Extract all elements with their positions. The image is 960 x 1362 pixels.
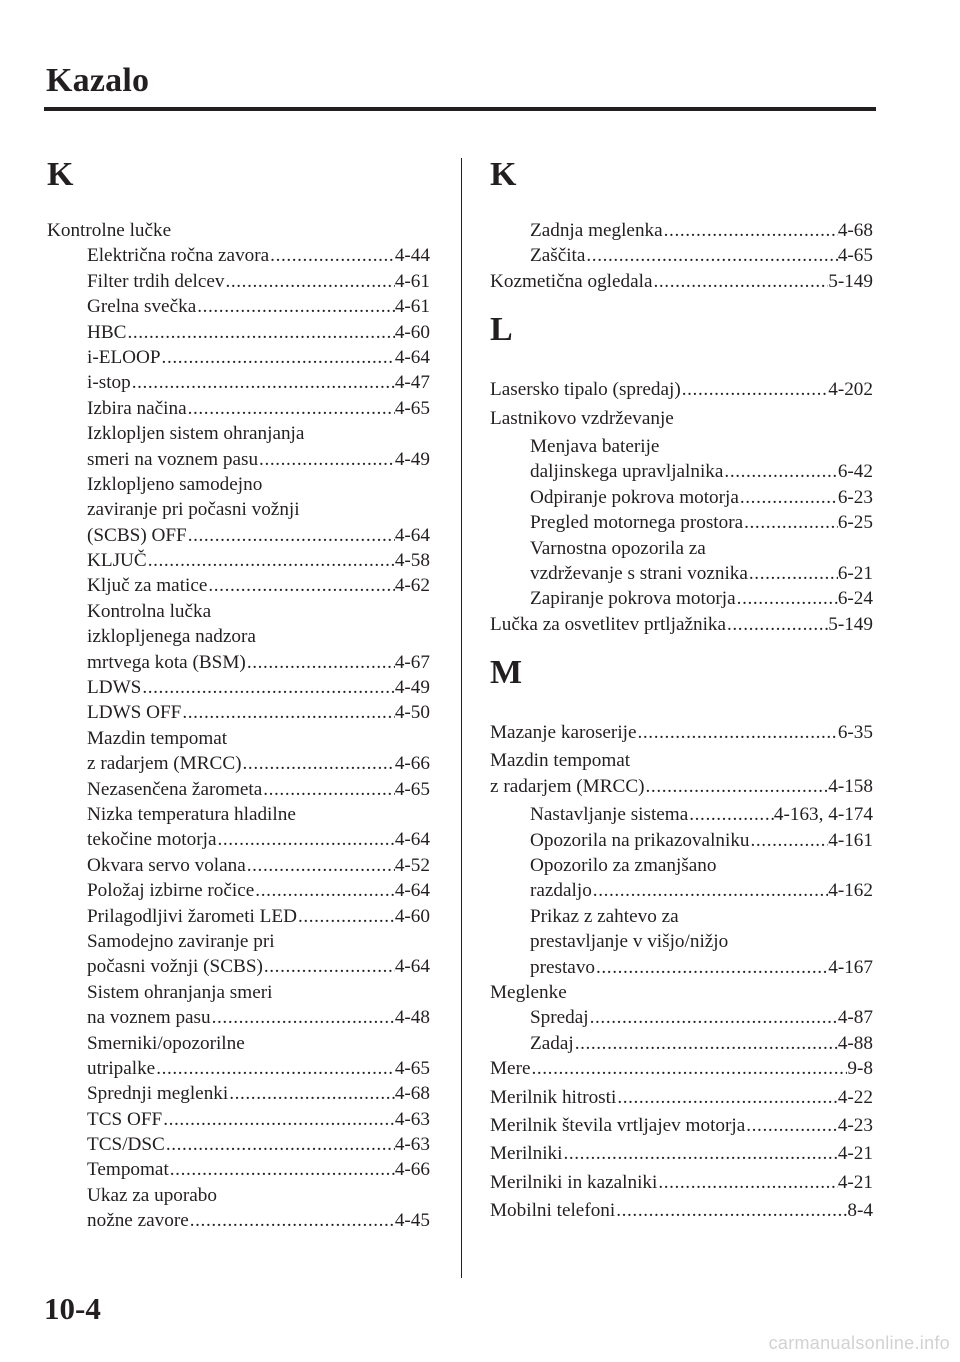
index-entry: Prikaz z zahtevo za bbox=[530, 905, 679, 927]
index-entry: Okvara servo volana ..... 4-52 bbox=[47, 853, 430, 878]
index-entry: z radarjem (MRCC) ..... 4-66 bbox=[47, 751, 430, 776]
index-entry: Zaščita ..... 4-65 bbox=[490, 243, 873, 268]
index-entry: Smerniki/opozorilne bbox=[87, 1032, 245, 1054]
index-entry: Mazanje karoserije ..... 6-35 bbox=[490, 720, 873, 745]
index-entry: Mere ..... 9-8 bbox=[490, 1056, 873, 1081]
index-entry: Nastavljanje sistema ..... 4-163, 4-174 bbox=[490, 802, 873, 827]
index-entry: Sprednji meglenki ..... 4-68 bbox=[47, 1081, 430, 1106]
index-entry: počasni vožnji (SCBS) ..... 4-64 bbox=[47, 954, 430, 979]
index-entry: Merilniki in kazalniki ..... 4-21 bbox=[490, 1170, 873, 1195]
index-entry: Zadaj ..... 4-88 bbox=[490, 1031, 873, 1056]
index-entry: Izklopljeno samodejno bbox=[87, 473, 263, 495]
index-entry: Mobilni telefoni ..... 8-4 bbox=[490, 1198, 873, 1223]
index-column-right bbox=[490, 152, 873, 1224]
index-entry: Lučka za osvetlitev prtljažnika ..... 5-149 bbox=[490, 612, 873, 637]
index-entry: Mazdin tempomat bbox=[490, 750, 631, 772]
index-entry: Kozmetična ogledala ..... 5-149 bbox=[490, 269, 873, 294]
section-letter-m: M bbox=[490, 654, 523, 692]
column-divider bbox=[461, 158, 462, 1278]
index-entry: Zapiranje pokrova motorja ..... 6-24 bbox=[490, 586, 873, 611]
index-entry: Pregled motornega prostora ..... 6-25 bbox=[490, 510, 873, 535]
index-entry: Lasersko tipalo (spredaj) ..... 4-202 bbox=[490, 377, 873, 402]
index-entry: Menjava baterije bbox=[530, 435, 660, 457]
index-entry: daljinskega upravljalnika ..... 6-42 bbox=[490, 459, 873, 484]
index-entry: Položaj izbirne ročice ..... 4-64 bbox=[47, 878, 430, 903]
index-entry: Varnostna opozorila za bbox=[530, 537, 706, 559]
index-entry: Nezasenčena žarometa ..... 4-65 bbox=[47, 777, 430, 802]
index-entry: Ključ za matice ..... 4-62 bbox=[47, 573, 430, 598]
index-entry: Merilnik hitrosti ..... 4-22 bbox=[490, 1085, 873, 1110]
index-entry: Električna ročna zavora ..... 4-44 bbox=[47, 243, 430, 268]
section-letter-k: K bbox=[47, 156, 74, 193]
index-entry: vzdrževanje s strani voznika ..... 6-21 bbox=[490, 561, 873, 586]
index-entry: i-ELOOP ..... 4-64 bbox=[47, 345, 430, 370]
index-entry: z radarjem (MRCC) ..... 4-158 bbox=[490, 774, 873, 799]
index-entry: Zadnja meglenka ..... 4-68 bbox=[490, 218, 873, 243]
index-entry: Samodejno zaviranje pri bbox=[87, 930, 275, 952]
index-entry: Ukaz za uporabo bbox=[87, 1184, 217, 1206]
index-entry: Meglenke bbox=[490, 981, 567, 1003]
index-entry: Tempomat ..... 4-66 bbox=[47, 1157, 430, 1182]
section-letter-k: K bbox=[490, 156, 517, 193]
index-entry: smeri na voznem pasu ..... 4-49 bbox=[47, 447, 430, 472]
index-entry: izklopljenega nadzora bbox=[87, 626, 256, 648]
index-entry: na voznem pasu ..... 4-48 bbox=[47, 1005, 430, 1030]
index-entry: LDWS OFF ..... 4-50 bbox=[47, 700, 430, 725]
index-entry: Merilnik števila vrtljajev motorja ..... 4-23 bbox=[490, 1113, 873, 1138]
section-letter-l: L bbox=[490, 311, 513, 349]
index-entry: zaviranje pri počasni vožnji bbox=[87, 499, 300, 521]
index-entry: (SCBS) OFF ..... 4-64 bbox=[47, 523, 430, 548]
index-entry: Izbira načina ..... 4-65 bbox=[47, 396, 430, 421]
index-entry: Mazdin tempomat bbox=[87, 727, 228, 749]
index-entry: Odpiranje pokrova motorja ..... 6-23 bbox=[490, 485, 873, 510]
page-title: Kazalo bbox=[46, 62, 150, 99]
page-number: 10-4 bbox=[44, 1291, 101, 1326]
index-entry: nožne zavore ..... 4-45 bbox=[47, 1208, 430, 1233]
index-entry: prestavljanje v višjo/nižjo bbox=[530, 931, 729, 953]
index-entry: utripalke ..... 4-65 bbox=[47, 1056, 430, 1081]
index-entry: Nizka temperatura hladilne bbox=[87, 803, 296, 825]
index-entry: Kontrolna lučka bbox=[87, 600, 212, 622]
index-entry: TCS/DSC ..... 4-63 bbox=[47, 1132, 430, 1157]
index-entry: Lastnikovo vzdrževanje bbox=[490, 407, 674, 429]
index-entry: Kontrolne lučke bbox=[47, 220, 172, 241]
index-entry: Opozorilo za zmanjšano bbox=[530, 855, 717, 877]
index-column-left bbox=[47, 152, 430, 1234]
index-entry: HBC ..... 4-60 bbox=[47, 320, 430, 345]
index-entry: mrtvega kota (BSM) ..... 4-67 bbox=[47, 650, 430, 675]
index-entry: Merilniki ..... 4-21 bbox=[490, 1141, 873, 1166]
header-rule bbox=[44, 107, 876, 111]
index-entry: i-stop ..... 4-47 bbox=[47, 370, 430, 395]
index-entry: Opozorila na prikazovalniku ..... 4-161 bbox=[490, 828, 873, 853]
index-entry: Sistem ohranjanja smeri bbox=[87, 981, 273, 1003]
index-entry: KLJUČ ..... 4-58 bbox=[47, 548, 430, 573]
index-entry: Filter trdih delcev ..... 4-61 bbox=[47, 269, 430, 294]
index-entry: Izklopljen sistem ohranjanja bbox=[87, 423, 305, 445]
index-entry: prestavo ..... 4-167 bbox=[490, 955, 873, 980]
index-entry: Spredaj ..... 4-87 bbox=[490, 1005, 873, 1030]
watermark: carmanualsonline.info bbox=[768, 1333, 950, 1353]
index-entry: LDWS ..... 4-49 bbox=[47, 675, 430, 700]
index-entry: razdaljo ..... 4-162 bbox=[490, 878, 873, 903]
index-entry: Prilagodljivi žarometi LED ..... 4-60 bbox=[47, 904, 430, 929]
index-entry: tekočine motorja ..... 4-64 bbox=[47, 827, 430, 852]
index-entry: Grelna svečka ..... 4-61 bbox=[47, 294, 430, 319]
index-entry: TCS OFF ..... 4-63 bbox=[47, 1107, 430, 1132]
